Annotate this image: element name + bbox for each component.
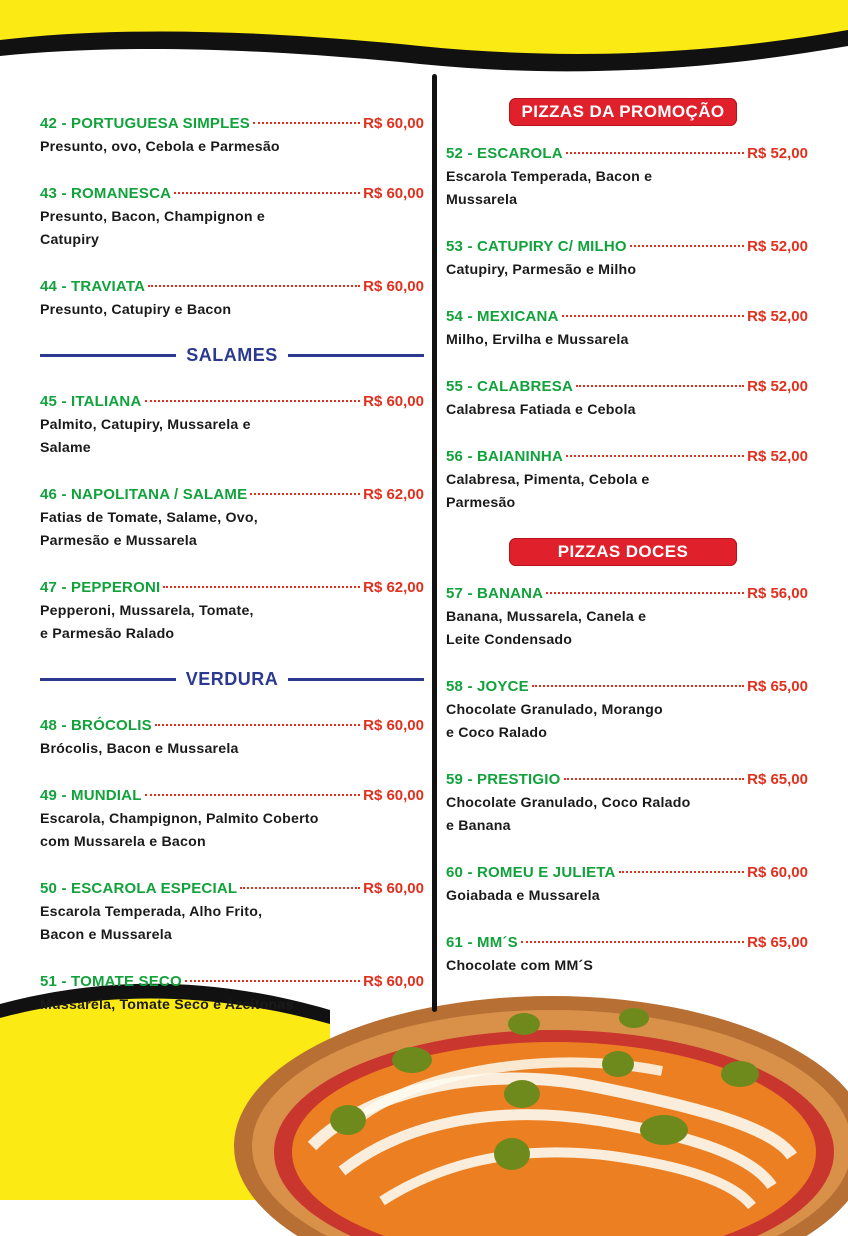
item-price: R$ 60,00 bbox=[363, 973, 424, 990]
item-description-line: Escarola, Champignon, Palmito Coberto bbox=[40, 811, 319, 827]
menu-item-header bbox=[40, 714, 424, 738]
item-description-line: Salame bbox=[40, 440, 91, 456]
item-price: R$ 60,00 bbox=[363, 880, 424, 897]
item-price: R$ 60,00 bbox=[363, 717, 424, 734]
menu-item-header bbox=[40, 483, 424, 507]
menu-item bbox=[446, 235, 808, 282]
item-name: 48 - BRÓCOLIS bbox=[40, 717, 152, 734]
menu-item-header bbox=[446, 768, 808, 792]
item-description-line: Calabresa, Pimenta, Cebola e bbox=[446, 472, 650, 488]
dot-leader bbox=[619, 871, 745, 873]
menu-item-header bbox=[446, 445, 808, 469]
menu-item-header bbox=[446, 375, 808, 399]
item-name: 52 - ESCAROLA bbox=[446, 145, 563, 162]
menu-item bbox=[446, 675, 808, 745]
section-title: VERDURA bbox=[185, 669, 279, 689]
menu-item-header bbox=[446, 675, 808, 699]
item-price: R$ 60,00 bbox=[363, 115, 424, 132]
menu-item bbox=[40, 483, 424, 553]
menu-item bbox=[40, 275, 424, 322]
item-description-line: e Coco Ralado bbox=[446, 725, 548, 741]
item-description-line: Mussarela, Tomate Seco e Azeitonas bbox=[40, 997, 294, 1013]
dot-leader bbox=[566, 455, 744, 457]
item-name: 49 - MUNDIAL bbox=[40, 787, 142, 804]
item-name: 56 - BAIANINHA bbox=[446, 448, 563, 465]
item-description-line: Leite Condensado bbox=[446, 632, 573, 648]
dot-leader bbox=[145, 794, 361, 796]
section-heading bbox=[40, 669, 424, 690]
item-description-line: Banana, Mussarela, Canela e bbox=[446, 609, 647, 625]
section-title: SALAMES bbox=[186, 345, 278, 365]
dot-leader bbox=[546, 592, 744, 594]
item-description-line: Brócolis, Bacon e Mussarela bbox=[40, 741, 239, 757]
menu-item bbox=[40, 182, 424, 252]
menu-item bbox=[446, 142, 808, 212]
item-name: 43 - ROMANESCA bbox=[40, 185, 172, 202]
item-description-line: e Parmesão Ralado bbox=[40, 626, 175, 642]
heading-rule-right bbox=[288, 678, 424, 681]
heading-rule-left bbox=[40, 354, 176, 357]
section-heading bbox=[40, 345, 424, 366]
item-description-line: Catupiry bbox=[40, 232, 100, 248]
item-description-line: Presunto, ovo, Cebola e Parmesão bbox=[40, 139, 280, 155]
item-description-line: Catupiry, Parmesão e Milho bbox=[446, 262, 637, 278]
dot-leader bbox=[630, 245, 744, 247]
item-name: 46 - NAPOLITANA / SALAME bbox=[40, 486, 248, 503]
dot-leader bbox=[185, 980, 360, 982]
item-price: R$ 60,00 bbox=[363, 185, 424, 202]
menu-item-header bbox=[446, 305, 808, 329]
item-description-line: Goiabada e Mussarela bbox=[446, 888, 600, 904]
item-name: 55 - CALABRESA bbox=[446, 378, 573, 395]
item-description-line: Calabresa Fatiada e Cebola bbox=[446, 402, 636, 418]
item-price: R$ 52,00 bbox=[747, 308, 808, 325]
dot-leader bbox=[562, 315, 744, 317]
menu-item-header bbox=[446, 861, 808, 885]
section-badge: PIZZAS DOCES bbox=[509, 538, 737, 566]
item-price: R$ 65,00 bbox=[747, 678, 808, 695]
item-description-line: Mussarela bbox=[446, 192, 518, 208]
dot-leader bbox=[145, 400, 361, 402]
item-price: R$ 62,00 bbox=[363, 486, 424, 503]
item-description-line: Parmesão e Mussarela bbox=[40, 533, 198, 549]
item-description-line: Chocolate com MM´S bbox=[446, 958, 594, 974]
dot-leader bbox=[250, 493, 360, 495]
item-description-line: Bacon e Mussarela bbox=[40, 927, 172, 943]
dot-leader bbox=[564, 778, 745, 780]
item-description-line: com Mussarela e Bacon bbox=[40, 834, 206, 850]
menu-item bbox=[40, 714, 424, 761]
item-name: 58 - JOYCE bbox=[446, 678, 529, 695]
right-menu-column bbox=[446, 98, 808, 1001]
item-name: 54 - MEXICANA bbox=[446, 308, 559, 325]
menu-item bbox=[40, 970, 424, 1017]
item-name: 50 - ESCAROLA ESPECIAL bbox=[40, 880, 238, 897]
item-description-line: Chocolate Granulado, Morango bbox=[446, 702, 663, 718]
item-price: R$ 52,00 bbox=[747, 378, 808, 395]
item-price: R$ 60,00 bbox=[363, 393, 424, 410]
menu-item-header bbox=[40, 970, 424, 994]
top-yellow-wave bbox=[0, 0, 848, 90]
item-name: 53 - CATUPIRY C/ MILHO bbox=[446, 238, 627, 255]
menu-item bbox=[446, 375, 808, 422]
section-badge: PIZZAS DA PROMOÇÃO bbox=[509, 98, 737, 126]
item-name: 47 - PEPPERONI bbox=[40, 579, 161, 596]
item-description-line: Escarola Temperada, Alho Frito, bbox=[40, 904, 263, 920]
dot-leader bbox=[532, 685, 744, 687]
item-name: 45 - ITALIANA bbox=[40, 393, 142, 410]
item-price: R$ 65,00 bbox=[747, 771, 808, 788]
item-description-line: e Banana bbox=[446, 818, 511, 834]
menu-item-header bbox=[446, 142, 808, 166]
item-description-line: Palmito, Catupiry, Mussarela e bbox=[40, 417, 251, 433]
dot-leader bbox=[174, 192, 360, 194]
menu-item bbox=[446, 931, 808, 978]
item-name: 57 - BANANA bbox=[446, 585, 544, 602]
menu-item-header bbox=[446, 235, 808, 259]
menu-item bbox=[446, 861, 808, 908]
item-name: 60 - ROMEU E JULIETA bbox=[446, 864, 616, 881]
column-divider bbox=[432, 74, 437, 1012]
item-price: R$ 60,00 bbox=[747, 864, 808, 881]
heading-rule-left bbox=[40, 678, 176, 681]
menu-item-header bbox=[40, 877, 424, 901]
item-description-line: Presunto, Bacon, Champignon e bbox=[40, 209, 265, 225]
menu-item bbox=[40, 877, 424, 947]
dot-leader bbox=[163, 586, 360, 588]
dot-leader bbox=[253, 122, 360, 124]
item-price: R$ 52,00 bbox=[747, 448, 808, 465]
item-price: R$ 60,00 bbox=[363, 278, 424, 295]
item-description-line: Fatias de Tomate, Salame, Ovo, bbox=[40, 510, 258, 526]
item-description-line: Escarola Temperada, Bacon e bbox=[446, 169, 653, 185]
dot-leader bbox=[240, 887, 360, 889]
item-description-line: Pepperoni, Mussarela, Tomate, bbox=[40, 603, 254, 619]
menu-item bbox=[446, 582, 808, 652]
menu-item-header bbox=[40, 112, 424, 136]
item-description-line: Milho, Ervilha e Mussarela bbox=[446, 332, 629, 348]
item-price: R$ 56,00 bbox=[747, 585, 808, 602]
dot-leader bbox=[148, 285, 360, 287]
menu-item-header bbox=[40, 275, 424, 299]
item-description-line: Presunto, Catupiry e Bacon bbox=[40, 302, 232, 318]
item-price: R$ 65,00 bbox=[747, 934, 808, 951]
menu-item-header bbox=[40, 576, 424, 600]
item-description-line: Chocolate Granulado, Coco Ralado bbox=[446, 795, 691, 811]
left-menu-column bbox=[40, 112, 424, 1040]
dot-leader bbox=[576, 385, 744, 387]
item-name: 42 - PORTUGUESA SIMPLES bbox=[40, 115, 250, 132]
menu-item bbox=[40, 390, 424, 460]
item-name: 59 - PRESTIGIO bbox=[446, 771, 561, 788]
menu-item bbox=[40, 112, 424, 159]
item-price: R$ 60,00 bbox=[363, 787, 424, 804]
item-price: R$ 52,00 bbox=[747, 238, 808, 255]
menu-item-header bbox=[40, 182, 424, 206]
item-name: 51 - TOMATE SECO bbox=[40, 973, 182, 990]
menu-item bbox=[40, 784, 424, 854]
item-name: 61 - MM´S bbox=[446, 934, 518, 951]
menu-item-header bbox=[446, 931, 808, 955]
menu-item bbox=[446, 445, 808, 515]
item-price: R$ 62,00 bbox=[363, 579, 424, 596]
menu-item bbox=[446, 305, 808, 352]
item-description-line: Parmesão bbox=[446, 495, 516, 511]
menu-item-header bbox=[40, 784, 424, 808]
menu-item-header bbox=[40, 390, 424, 414]
menu-item bbox=[446, 768, 808, 838]
dot-leader bbox=[566, 152, 744, 154]
dot-leader bbox=[521, 941, 744, 943]
dot-leader bbox=[155, 724, 360, 726]
item-name: 44 - TRAVIATA bbox=[40, 278, 146, 295]
heading-rule-right bbox=[288, 354, 424, 357]
menu-item-header bbox=[446, 582, 808, 606]
menu-item bbox=[40, 576, 424, 646]
item-price: R$ 52,00 bbox=[747, 145, 808, 162]
